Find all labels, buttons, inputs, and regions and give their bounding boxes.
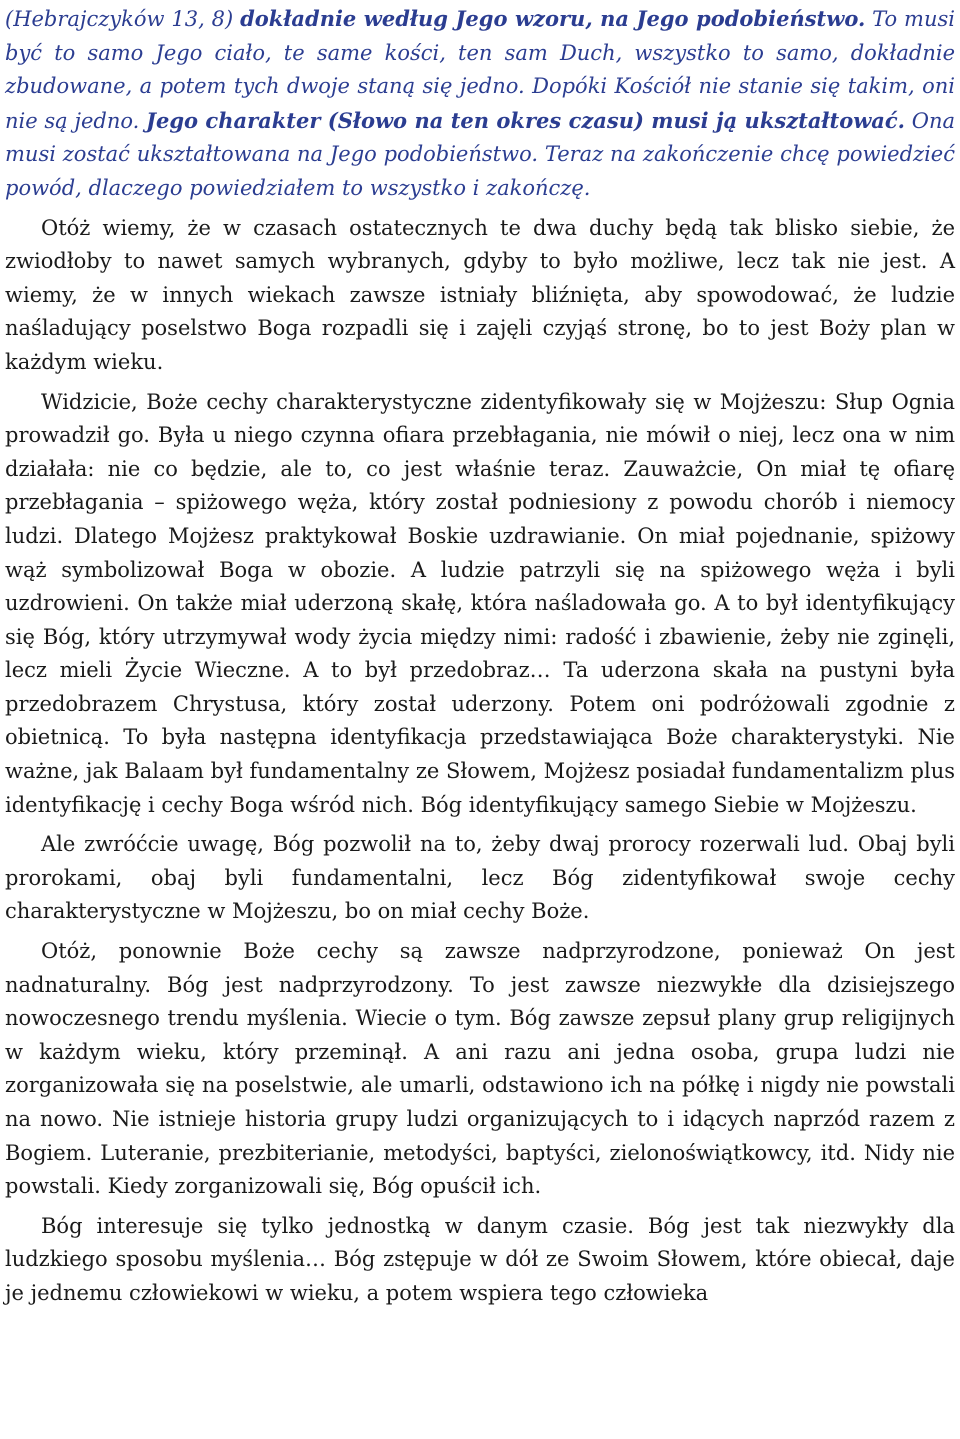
scripture-quote-paragraph: [5, 2, 955, 206]
body-paragraph: Widzicie, Boże cechy charakterystyczne zidentyfikowały się w Mojżeszu: Słup Ognia prowadził go. Była u niego czynna ofiara przebłagania, nie mówił o niej, lecz ona w nim działała: nie co będzie, ale to, co jest właśnie teraz. Zauważcie, On miał tę ofiarę przebłagania – spiżowego węża, który został podniesiony z powodu chorób i niemocy ludzi. Dlatego Mojżesz praktykował Boskie uzdrawianie. On miał pojednanie, spiżowy wąż symbolizował Boga w obozie. A ludzie patrzyli się na spiżowego węża i byli uzdrowieni. On także miał uderzoną skałę, która naśladowała go. A to był identyfikujący się Bóg, który utrzymywał wody życia między nimi: radość i zbawienie, żeby nie zginęli, lecz mieli Życie Wieczne. A to był przedobraz… Ta uderzona skała na pustyni była przedobrazem Chrystusa, który został uderzony. Potem oni podróżowali zgodnie z obietnicą. To była następna identyfikacja przedstawiająca Boże charakterystyki. Nie ważne, jak Balaam był fundamentalny ze Słowem, Mojżesz posiadał fundamentalizm plus identyfikację i cechy Boga wśród nich. Bóg identyfikujący samego Siebie w Mojżeszu.: [5, 389, 955, 817]
body-paragraph: Ale zwróćcie uwagę, Bóg pozwolił na to, żeby dwaj prorocy rozerwali lud. Obaj byli prorokami, obaj byli fundamentalni, lecz Bóg zidentyfikował swoje cechy charakterystyczne w Mojżeszu, bo on miał cechy Boże.: [5, 832, 955, 924]
quote-text: To musi być to samo Jego ciało, te same kości, ten sam Duch, wszystko to samo, dokładnie zbudowane, a potem tych dwoje staną się jedno. Dopóki Kościół nie stanie się takim, oni nie są jedno.: [5, 7, 955, 133]
body-paragraph: Bóg interesuje się tylko jednostką w danym czasie. Bóg jest tak niezwykły dla ludzkiego sposobu myślenia… Bóg zstępuje w dół ze Swoim Słowem, które obiecał, daje je jednemu człowiekowi w wieku, a potem wspiera tego człowieka: [5, 1213, 955, 1305]
scripture-reference: (Hebrajczyków 13, 8): [5, 7, 241, 31]
quote-emphasis: dokładnie według Jego wzoru, na Jego podobieństwo.: [240, 6, 866, 31]
body-paragraph: Otóż, ponownie Boże cechy są zawsze nadprzyrodzone, ponieważ On jest nadnaturalny. Bóg jest nadprzyrodzony. To jest zawsze niezwykłe dla dzisiejszego nowoczesnego trendu myślenia. Wiecie o tym. Bóg zawsze zepsuł plany grup religijnych w każdym wieku, który przeminął. A ani razu ani jedna osoba, grupa ludzi nie zorganizowała się na poselstwie, ale umarli, odstawiono ich na półkę i nigdy nie powstali na nowo. Nie istnieje historia grupy ludzi organizujących to i idących naprzód razem z Bogiem. Luteranie, prezbiterianie, metodyści, baptyści, zielonoświątkowcy, itd. Nidy nie powstali. Kiedy zorganizowali się, Bóg opuścił ich.: [5, 939, 955, 1199]
body-paragraph: Otóż wiemy, że w czasach ostatecznych te dwa duchy będą tak blisko siebie, że zwiodłoby to nawet samych wybranych, gdyby to było możliwe, lecz tak nie jest. A wiemy, że w innych wiekach zawsze istniały bliźnięta, aby spowodować, że ludzie naśladujący poselstwo Boga rozpadli się i zajęli czyjąś stronę, bo to jest Boży plan w każdym wieku.: [5, 215, 955, 374]
quote-text: Ona musi zostać ukształtowana na Jego podobieństwo. Teraz na zakończenie chcę powiedzieć powód, dlaczego powiedziałem to wszystko i zakończę.: [5, 108, 956, 200]
quote-emphasis: Jego charakter (Słowo na ten okres czasu) musi ją ukształtować.: [146, 107, 905, 133]
